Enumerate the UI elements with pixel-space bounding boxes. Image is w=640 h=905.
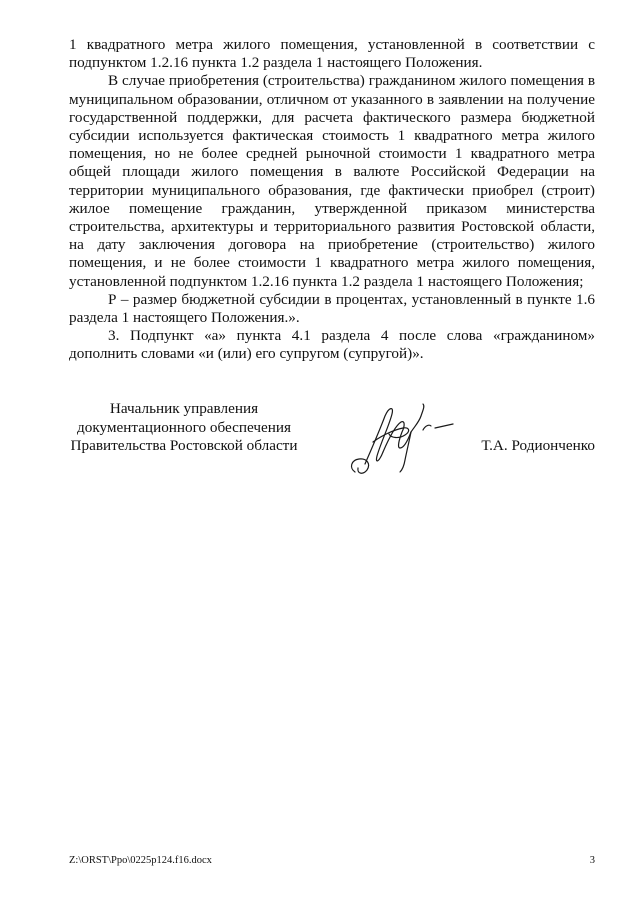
signer-name: Т.А. Родионченко	[481, 437, 595, 454]
position-line: документационного обеспечения	[77, 418, 291, 436]
footer-file-path: Z:\ORST\Ppo\0225p124.f16.docx	[69, 855, 212, 866]
signer-position-title	[69, 400, 299, 456]
handwritten-signature-icon	[345, 402, 465, 478]
paragraph-other-municipality-rule: В случае приобретения (строительства) гражданином жилого помещения в муниципальном образовании, отличном от указанного в заявлении на получение государственной поддержки, для расчета фактического размера бюджетной субсидии используется фактическая стоимость 1 квадратного метра жилого помещения, но не более средней рыночной стоимости 1 квадратного метра общей площади жилого помещения в валюте Российской Федерации на территории муниципального образования, где фактически приобрел (строит) жилое помещение гражданин, утвержденной приказом министерства строительства, архитектуры и территориального развития Ростовской области, на дату заключения договора на приобретение (строительство) жилого помещения, и не более стоимости 1 квадратного метра жилого помещения, установленной подпунктом 1.2.16 пункта 1.2 раздела 1 настоящего Положения;	[69, 72, 595, 290]
page-number: 3	[589, 855, 595, 866]
signature-block	[69, 400, 595, 480]
position-line: Правительства Ростовской области	[70, 437, 298, 454]
paragraph-subsidy-percent-definition: Р – размер бюджетной субсидии в процентах, установленный в пункте 1.6 раздела 1 настоящего Положения.».	[69, 290, 595, 327]
paragraph-continuation: 1 квадратного метра жилого помещения, установленной в соответствии с подпунктом 1.2.16 пункта 1.2 раздела 1 настоящего Положения.	[69, 36, 595, 72]
position-line: Начальник управления	[109, 400, 259, 417]
paragraph-amendment-point-3: 3. Подпункт «а» пункта 4.1 раздела 4 после слова «гражданином» дополнить словами «и (или) его супругом (супругой)».	[69, 327, 595, 363]
document-body	[69, 36, 595, 364]
